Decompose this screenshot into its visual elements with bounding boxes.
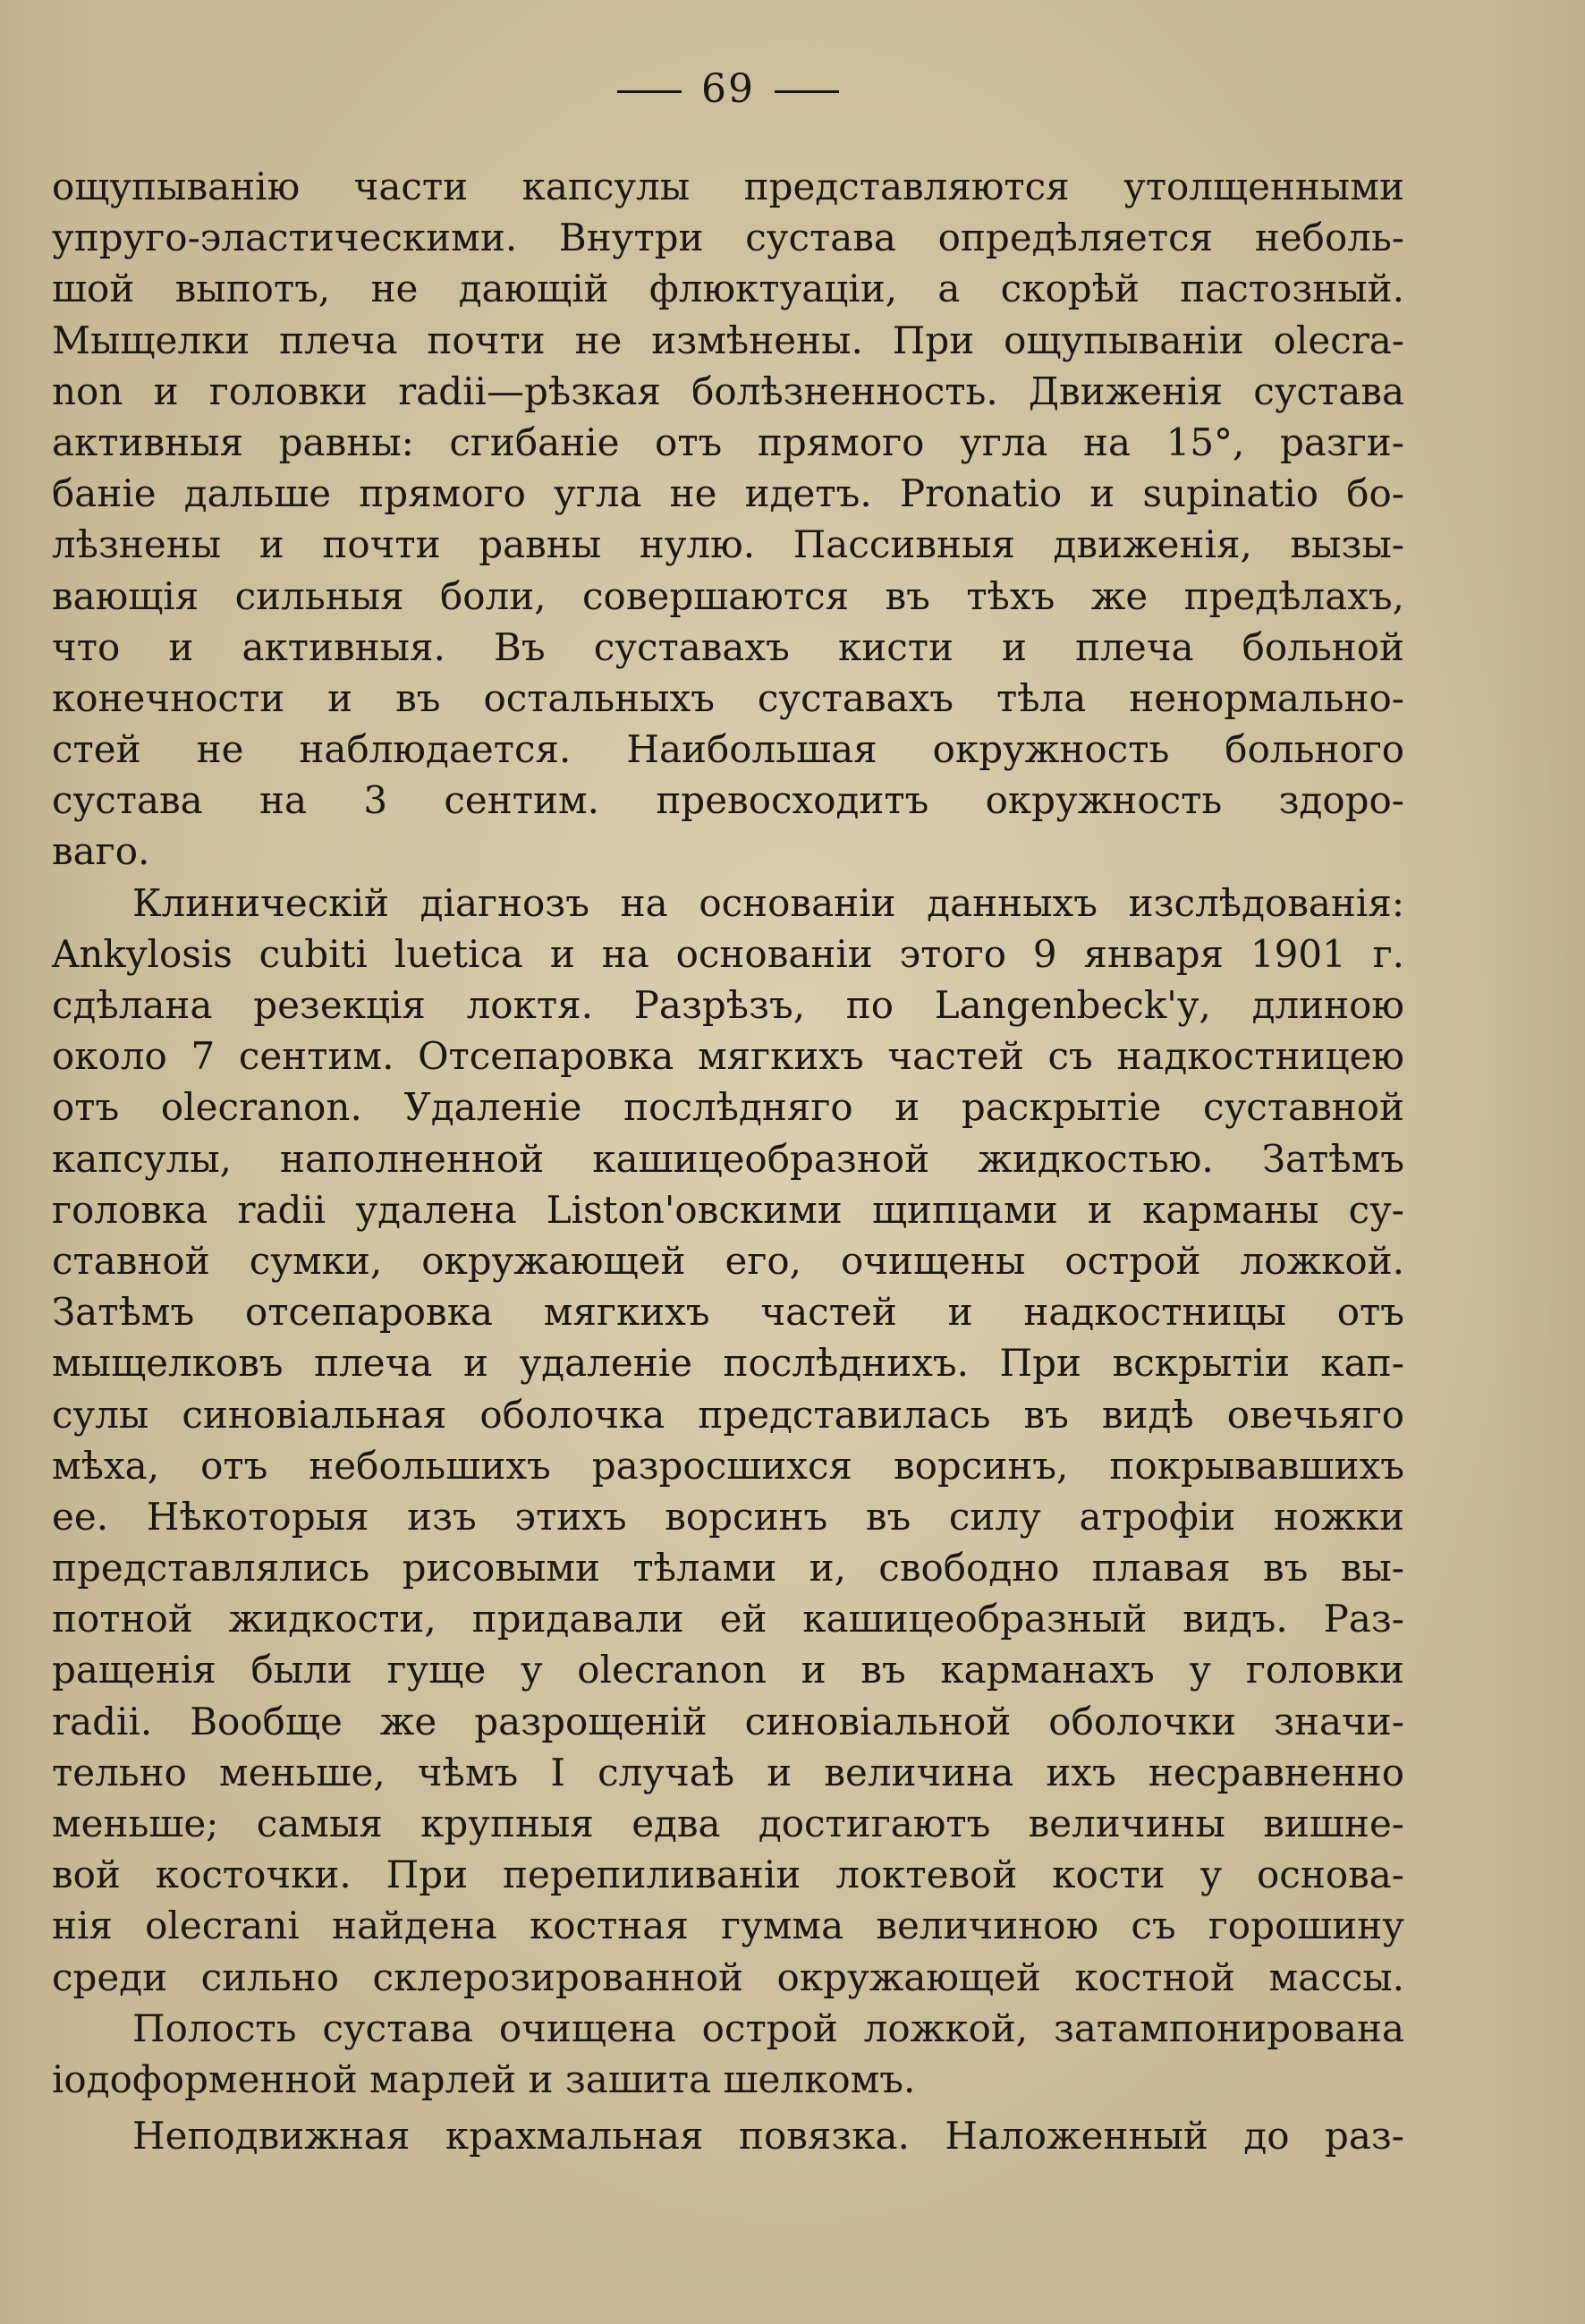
book-page <box>52 0 1404 2324</box>
text-line: ощупыванію части капсулы представляются утолщенными <box>52 165 1404 208</box>
text-line: Неподвижная крахмальная повязка. Наложенный до раз- <box>132 2114 1404 2159</box>
paragraph <box>52 2110 1404 2161</box>
text-line: что и активныя. Въ суставахъ кисти и плеча больной <box>52 624 1404 669</box>
page-number-text: 69 <box>701 66 755 112</box>
text-line: Полость сустава очищена острой ложкой, затампонирована <box>132 2006 1404 2050</box>
text-line: вой косточки. При перепиливаніи локтевой кости у основа- <box>52 1853 1404 1897</box>
text-line: вающія сильныя боли, совершаются въ тѣхъ же предѣлахъ, <box>52 573 1404 618</box>
text-line: потной жидкости, придавали ей кашицеобразный видъ. Раз- <box>52 1597 1404 1641</box>
page-number <box>52 63 1404 116</box>
paragraph <box>52 878 1404 2003</box>
text-line: ваго. <box>52 829 150 874</box>
paragraph <box>52 161 1404 878</box>
page-number-right-dash <box>775 90 839 93</box>
text-line: ее. Нѣкоторыя изъ этихъ ворсинъ въ силу атрофіи ножки <box>52 1494 1404 1539</box>
text-line: іодоформенной марлей и зашита шелкомъ. <box>52 2057 916 2101</box>
text-line: представлялись рисовыми тѣлами и, свободно плавая въ вы- <box>52 1546 1404 1590</box>
text-line: нія olecrani найдена костная гумма величиною съ горошину <box>52 1904 1404 1948</box>
text-line: шой выпотъ, не дающій флюктуаціи, а скорѣй пастозный. <box>52 267 1404 311</box>
text-line: конечности и въ остальныхъ суставахъ тѣла ненормально- <box>52 675 1404 720</box>
text-line: сдѣлана резекція локтя. Разрѣзъ, по Langenbeck'у, длиною <box>52 983 1404 1027</box>
paragraph <box>52 2003 1404 2105</box>
text-line: около 7 сентим. Отсепаровка мягкихъ частей съ надкостницею <box>52 1034 1404 1079</box>
text-line: Ankylosis cubiti luetica и на основаніи этого 9 января 1901 г. <box>52 931 1404 976</box>
page-number-left-dash <box>617 90 682 93</box>
text-line: лѣзнены и почти равны нулю. Пассивныя движенія, вызы- <box>52 522 1404 567</box>
text-line: мыщелковъ плеча и удаленіе послѣднихъ. При вскрытіи кап- <box>52 1341 1404 1386</box>
text-line: сулы синовіальная оболочка представилась въ видѣ овечьяго <box>52 1392 1404 1437</box>
text-line: сустава на 3 сентим. превосходитъ окружность здоро- <box>52 778 1404 823</box>
text-line: ращенія были гуще у olecranon и въ карманахъ у головки <box>52 1648 1404 1692</box>
text-line: ставной сумки, окружающей его, очищены острой ложкой. <box>52 1238 1404 1283</box>
body-text <box>52 161 1404 2161</box>
text-line: стей не наблюдается. Наибольшая окружность больного <box>52 727 1404 772</box>
text-line: non и головки radii—рѣзкая болѣзненность. Движенія сустава <box>52 369 1404 413</box>
text-line: меньше; самыя крупныя едва достигаютъ величины вишне- <box>52 1802 1404 1845</box>
text-line: баніе дальше прямого угла не идетъ. Pronatio и supinatio бо- <box>52 471 1404 516</box>
text-line: активныя равны: сгибаніе отъ прямого угла на 15°, разги- <box>52 420 1404 464</box>
text-line: Клиническій діагнозъ на основаніи данныхъ изслѣдованія: <box>132 880 1404 925</box>
text-line: radii. Вообще же разрощеній синовіальной оболочки значи- <box>52 1699 1404 1743</box>
text-line: капсулы, наполненной кашицеобразной жидкостью. Затѣмъ <box>52 1136 1404 1181</box>
text-line: мѣха, отъ небольшихъ разросшихся ворсинъ, покрывавшихъ <box>52 1443 1404 1488</box>
text-line: тельно меньше, чѣмъ I случаѣ и величина ихъ несравненно <box>52 1750 1404 1794</box>
text-line: среди сильно склерозированной окружающей костной массы. <box>52 1955 1404 1999</box>
text-line: Мыщелки плеча почти не измѣнены. При ощупываніи olecra- <box>52 318 1404 362</box>
text-line: отъ olecranon. Удаленіе послѣдняго и раскрытіе суставной <box>52 1085 1404 1130</box>
text-line: Затѣмъ отсепаровка мягкихъ частей и надкостницы отъ <box>52 1290 1404 1335</box>
text-line: головка radii удалена Liston'овскими щипцами и карманы су- <box>52 1187 1404 1232</box>
text-line: упруго-эластическими. Внутри сустава опредѣляется неболь- <box>52 216 1404 260</box>
